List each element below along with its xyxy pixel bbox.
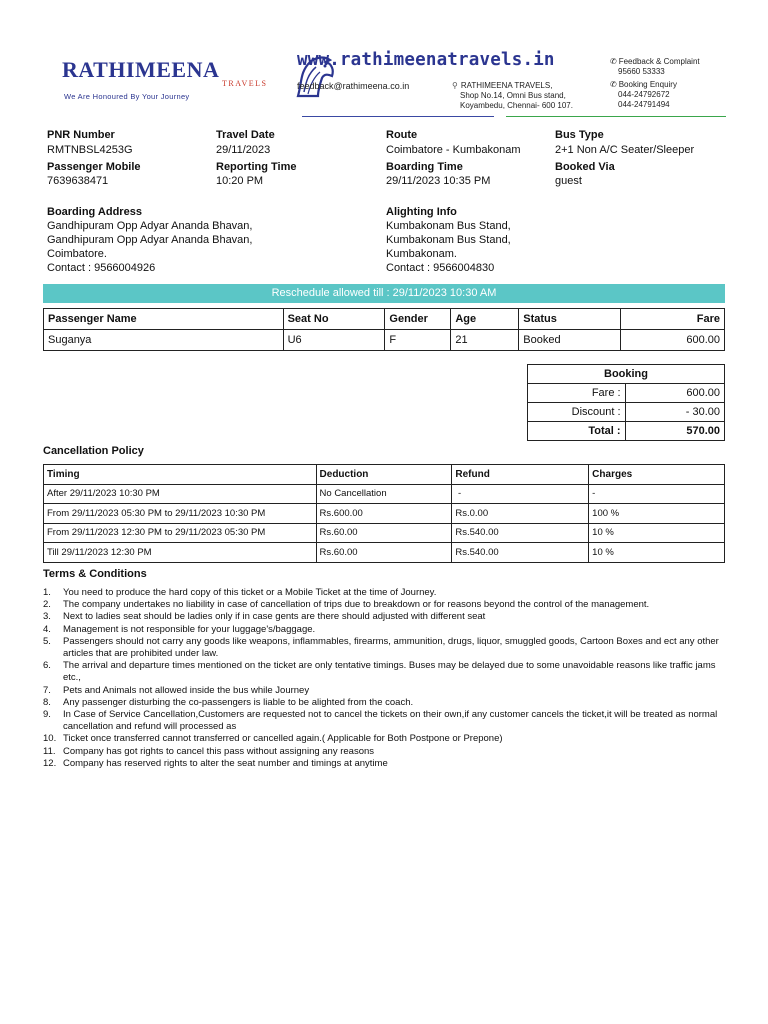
timing: Till 29/11/2023 12:30 PM xyxy=(44,543,317,563)
alighting-label: Alighting Info xyxy=(386,206,457,218)
table-row xyxy=(44,543,725,563)
feedback-email[interactable]: feedback@rathimeena.co.in xyxy=(297,81,410,91)
header-divider-blue xyxy=(302,116,494,117)
table-row xyxy=(528,384,725,403)
fare-label: Fare : xyxy=(528,384,626,403)
seat-no: U6 xyxy=(283,330,385,351)
list-item: 6. The arrival and departure times mentioned on the ticket are only tentative timings. Buses may be delayed due to some unavoidable reasons like traffic jams etc., xyxy=(43,660,716,684)
booked-via-label: Booked Via xyxy=(555,161,615,173)
total-label: Total : xyxy=(528,422,626,441)
company-address: ⚲ RATHIMEENA TRAVELS, Shop No.14, Omni Bus stand, Koyambedu, Chennai- 600 107. xyxy=(452,81,573,110)
list-item: 9. In Case of Service Cancellation,Customers are requested not to cancel the tickets on their own,if any customer cancels the ticket,it will be treated as normal cancellation and refund will processed as xyxy=(43,709,718,733)
cancellation-policy-title: Cancellation Policy xyxy=(43,445,144,457)
col-passenger-name: Passenger Name xyxy=(44,309,284,330)
pnr-value: RMTNBSL4253G xyxy=(47,144,133,156)
phone-icon: ✆ xyxy=(610,57,617,66)
col-age: Age xyxy=(451,309,519,330)
list-item: 1. You need to produce the hard copy of this ticket or a Mobile Ticket at the time of Journey. xyxy=(43,587,437,598)
list-item: 7. Pets and Animals not allowed inside the bus while Journey xyxy=(43,684,310,696)
table-row xyxy=(528,422,725,441)
boarding-time-label: Boarding Time xyxy=(386,161,463,173)
col-deduction: Deduction xyxy=(316,465,452,485)
passenger-table xyxy=(43,308,725,351)
boarding-time-value: 29/11/2023 10:35 PM xyxy=(386,175,491,187)
refund: Rs.540.00 xyxy=(452,523,589,543)
pnr-label: PNR Number xyxy=(47,129,115,141)
terms-list xyxy=(43,587,733,770)
charges: 100 % xyxy=(589,504,725,524)
list-item: 10. Ticket once transferred cannot transferred or cancelled again.( Applicable for Both Postpone or Prepone) xyxy=(43,733,503,745)
boarding-address-label: Boarding Address xyxy=(47,206,142,218)
table-row xyxy=(528,403,725,422)
col-refund: Refund xyxy=(452,465,589,485)
header-divider-green xyxy=(506,116,726,117)
logo-sub: TRAVELS xyxy=(222,79,268,88)
age: 21 xyxy=(451,330,519,351)
boarding-address: Gandhipuram Opp Adyar Ananda Bhavan, Gandhipuram Opp Adyar Ananda Bhavan, Coimbatore. Contact : 9566004926 xyxy=(47,220,253,274)
fare-value: 600.00 xyxy=(625,384,724,403)
charges: 10 % xyxy=(589,543,725,563)
list-item: 3. Next to ladies seat should be ladies only if in case gents are there should adjusted with different seat xyxy=(43,611,486,623)
col-charges: Charges xyxy=(589,465,725,485)
website-url[interactable]: www.rathimeenatravels.in xyxy=(297,50,555,70)
refund: Rs.0.00 xyxy=(452,504,589,524)
feedback-contact: ✆ Feedback & Complaint 95660 53333 xyxy=(610,57,700,76)
list-item: 4. Management is not responsible for your luggage's/baggage. xyxy=(43,623,316,635)
total-value: 570.00 xyxy=(625,422,724,441)
reporting-time-label: Reporting Time xyxy=(216,161,297,173)
table-row xyxy=(44,330,725,351)
bus-type-label: Bus Type xyxy=(555,129,604,141)
phone-icon: ✆ xyxy=(610,80,617,89)
terms-title: Terms & Conditions xyxy=(43,568,147,580)
deduction: Rs.60.00 xyxy=(316,523,452,543)
deduction: Rs.60.00 xyxy=(316,543,452,563)
charges: 10 % xyxy=(589,523,725,543)
refund: - xyxy=(452,484,589,504)
passenger-name: Suganya xyxy=(44,330,284,351)
refund: Rs.540.00 xyxy=(452,543,589,563)
booked-via-value: guest xyxy=(555,175,582,187)
table-header-row xyxy=(44,309,725,330)
timing: After 29/11/2023 10:30 PM xyxy=(44,484,317,504)
reschedule-banner: Reschedule allowed till : 29/11/2023 10:30 AM xyxy=(43,284,725,303)
booking-summary xyxy=(527,364,725,441)
col-fare: Fare xyxy=(621,309,725,330)
col-timing: Timing xyxy=(44,465,317,485)
gender: F xyxy=(385,330,451,351)
cancellation-table xyxy=(43,464,725,563)
list-item: 8. Any passenger disturbing the co-passengers is liable to be alighted from the coach. xyxy=(43,696,414,708)
booking-title: Booking xyxy=(528,365,725,384)
travel-date-value: 29/11/2023 xyxy=(216,144,271,156)
list-item: 2. The company undertakes no liability in case of cancellation of trips due to breakdown or for reasons beyond the control of the management. xyxy=(43,599,650,611)
timing: From 29/11/2023 12:30 PM to 29/11/2023 05:30 PM xyxy=(44,523,317,543)
charges: - xyxy=(589,484,725,504)
fare: 600.00 xyxy=(621,330,725,351)
list-item: 5. Passengers should not carry any goods like weapons, inflammables, firearms, ammunition, drugs, liquor, smuggled goods, Cartoon Boxes and ect any other articles that are prohibited under law. xyxy=(43,635,719,660)
deduction: Rs.600.00 xyxy=(316,504,452,524)
bus-type-value: 2+1 Non A/C Seater/Sleeper xyxy=(555,144,695,156)
list-item: 12. Company has reserved rights to alter the seat number and timings at anytime xyxy=(43,757,388,769)
reporting-time-value: 10:20 PM xyxy=(216,175,264,187)
table-row xyxy=(44,504,725,524)
mobile-value: 7639638471 xyxy=(47,175,109,187)
location-pin-icon: ⚲ xyxy=(452,81,458,90)
discount-label: Discount : xyxy=(528,403,626,422)
status: Booked xyxy=(519,330,621,351)
alighting-info: Kumbakonam Bus Stand, Kumbakonam Bus Stand, Kumbakonam. Contact : 9566004830 xyxy=(386,220,511,274)
timing: From 29/11/2023 05:30 PM to 29/11/2023 10:30 PM xyxy=(44,504,317,524)
table-row xyxy=(44,523,725,543)
company-logo xyxy=(62,52,282,107)
route-value: Coimbatore - Kumbakonam xyxy=(386,144,521,156)
booking-contact: ✆ Booking Enquiry 044-24792672 044-24791494 xyxy=(610,80,677,109)
logo-name: RATHIMEENA xyxy=(62,57,220,82)
col-status: Status xyxy=(519,309,621,330)
mobile-label: Passenger Mobile xyxy=(47,161,141,173)
table-row xyxy=(44,484,725,504)
list-item: 11. Company has got rights to cancel this pass without assigning any reasons xyxy=(43,745,375,757)
discount-value: - 30.00 xyxy=(625,403,724,422)
logo-tagline: We Are Honoured By Your Journey xyxy=(64,92,190,101)
col-seat-no: Seat No xyxy=(283,309,385,330)
table-header-row xyxy=(44,465,725,485)
col-gender: Gender xyxy=(385,309,451,330)
route-label: Route xyxy=(386,129,418,141)
travel-date-label: Travel Date xyxy=(216,129,275,141)
deduction: No Cancellation xyxy=(316,484,452,504)
